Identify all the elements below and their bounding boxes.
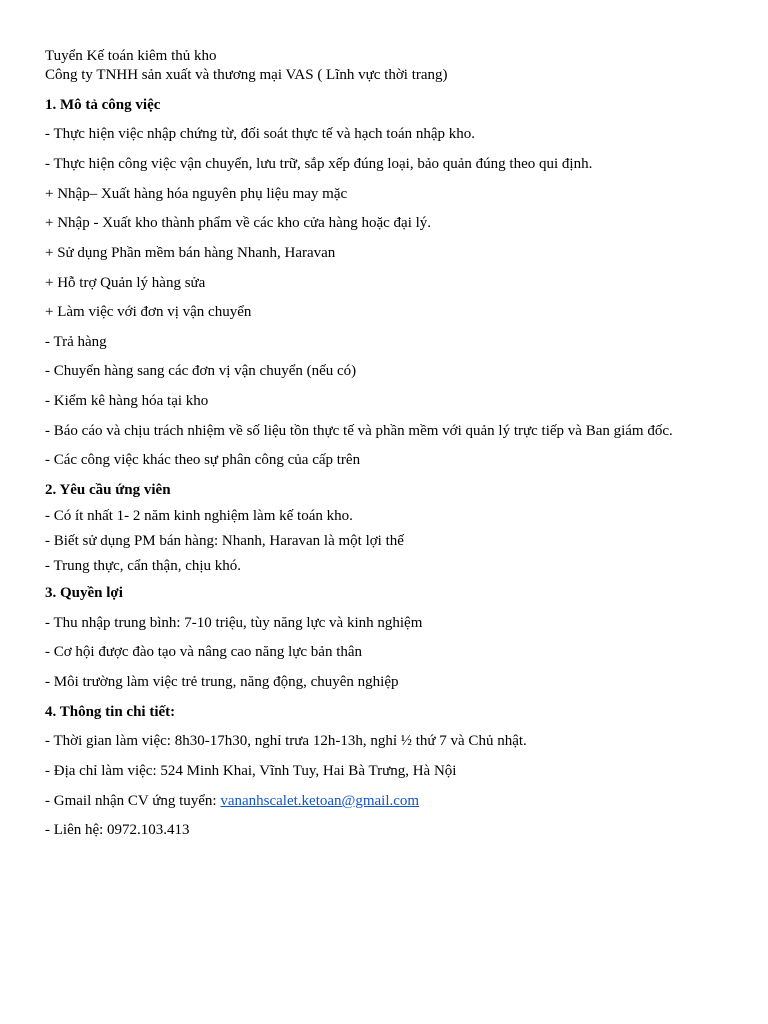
- list-item: - Địa chỉ làm việc: 524 Minh Khai, Vĩnh Tuy, Hai Bà Trưng, Hà Nội: [45, 763, 457, 779]
- list-item: - Kiểm kê hàng hóa tại kho: [45, 393, 209, 409]
- list-item: + Làm việc với đơn vị vận chuyển: [45, 304, 252, 320]
- list-item: - Báo cáo và chịu trách nhiệm về số liệu tồn thực tế và phần mềm với quản lý trực tiếp và Ban giám đốc.: [45, 423, 673, 439]
- section-heading-benefits: 3. Quyền lợi: [45, 585, 123, 601]
- list-item: - Có ít nhất 1- 2 năm kinh nghiệm làm kế toán kho.: [45, 508, 353, 524]
- list-item: - Cơ hội được đào tạo và nâng cao năng lực bản thân: [45, 644, 363, 660]
- list-item: - Thực hiện công việc vận chuyển, lưu trữ, sắp xếp đúng loại, bảo quản đúng theo qui định.: [45, 156, 593, 172]
- list-item: - Trung thực, cẩn thận, chịu khó.: [45, 558, 242, 574]
- list-item: - Trả hàng: [45, 334, 107, 350]
- section-heading-details: 4. Thông tin chi tiết:: [45, 704, 176, 720]
- list-item: + Sử dụng Phần mềm bán hàng Nhanh, Haravan: [45, 245, 336, 261]
- list-item: - Các công việc khác theo sự phân công của cấp trên: [45, 452, 361, 468]
- list-item: + Hỗ trợ Quản lý hàng sửa: [45, 275, 206, 291]
- list-item: - Chuyển hàng sang các đơn vị vận chuyển (nếu có): [45, 363, 357, 379]
- list-item: + Nhập - Xuất kho thành phẩm về các kho cửa hàng hoặc đại lý.: [45, 215, 432, 231]
- email-label: - Gmail nhận CV ứng tuyển:: [45, 793, 221, 809]
- contact-line: - Liên hệ: 0972.103.413: [45, 822, 190, 838]
- section-heading-requirements: 2. Yêu cầu ứng viên: [45, 482, 171, 498]
- list-item: - Biết sử dụng PM bán hàng: Nhanh, Haravan là một lợi thế: [45, 533, 404, 549]
- company-name: Công ty TNHH sản xuất và thương mại VAS ( Lĩnh vực thời trang): [45, 67, 448, 83]
- list-item: + Nhập– Xuất hàng hóa nguyên phụ liệu may mặc: [45, 186, 348, 202]
- list-item: - Môi trường làm việc trẻ trung, năng động, chuyên nghiệp: [45, 674, 399, 690]
- email-line: [45, 792, 419, 810]
- email-link[interactable]: vananhscalet.ketoan@gmail.com: [220, 793, 420, 809]
- list-item: - Thời gian làm việc: 8h30-17h30, nghỉ trưa 12h-13h, nghỉ ½ thứ 7 và Chủ nhật.: [45, 733, 527, 749]
- list-item: - Thực hiện việc nhập chứng từ, đối soát thực tế và hạch toán nhập kho.: [45, 126, 476, 142]
- job-title: Tuyển Kế toán kiêm thủ kho: [45, 48, 217, 64]
- section-heading-job-description: 1. Mô tả công việc: [45, 97, 161, 113]
- list-item: - Thu nhập trung bình: 7-10 triệu, tùy năng lực và kinh nghiệm: [45, 615, 423, 631]
